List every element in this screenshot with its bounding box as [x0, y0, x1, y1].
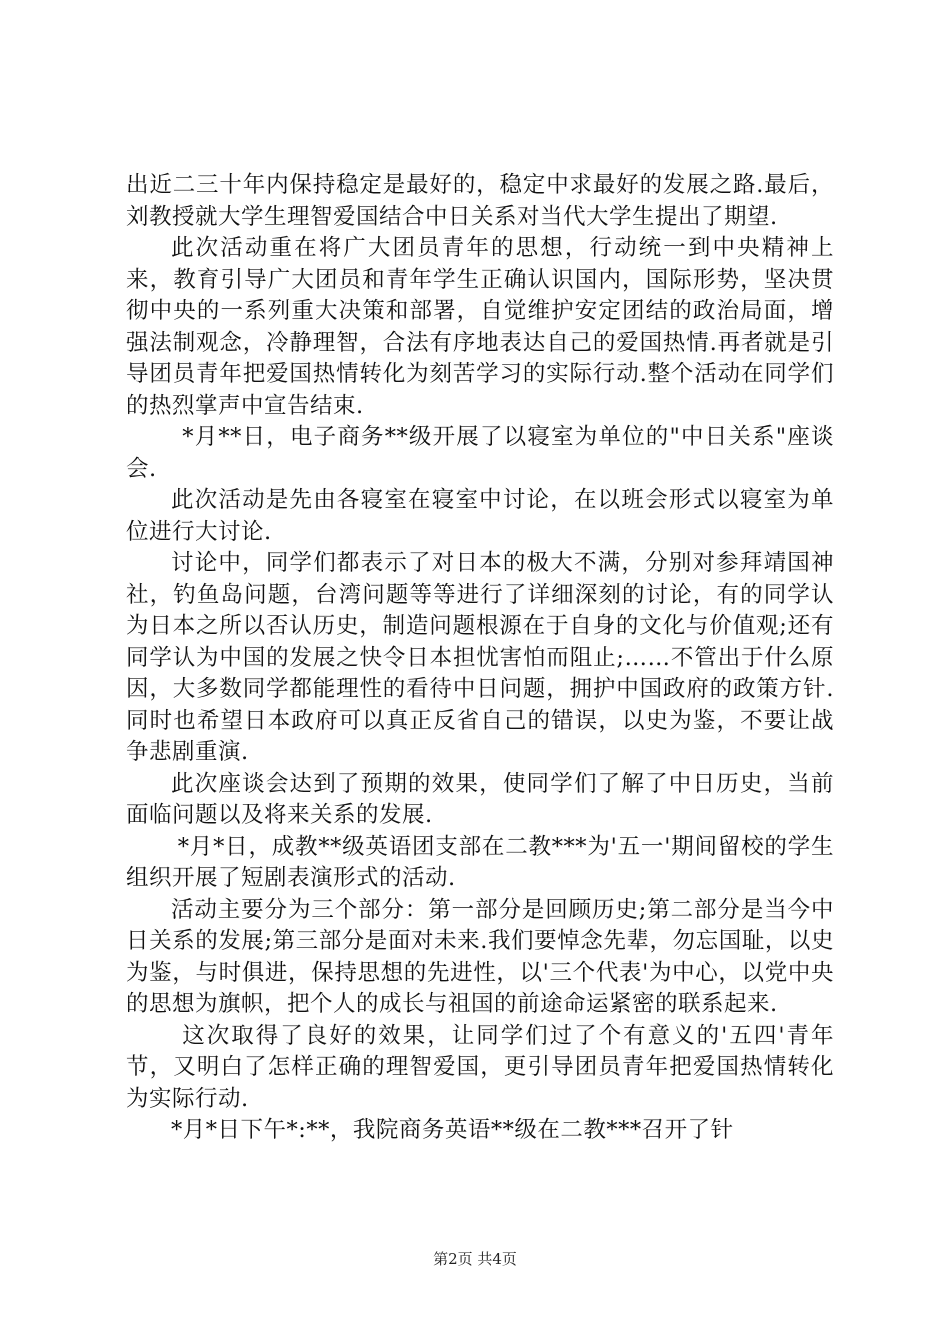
paragraph-ecommerce-forum: *月**日，电子商务**级开展了以寝室为单位的"中日关系"座谈会. — [126, 424, 834, 482]
paragraph-activity-purpose: 此次活动重在将广大团员青年的思想，行动统一到中央精神上来，教育引导广大团员和青年学生正确认识国内，国际形势，坚决贯彻中央的一系列重大决策和部署，自觉维护安定团结的政治局面，增强法制观念，冷静理智，合法有序地表达自己的爱国热情.再者就是引导团员青年把爱国热情转化为刻苦学习的实际行动.整个活动在同学们的热烈掌声中宣告结束. — [126, 235, 834, 419]
paragraph-english-league: *月*日，成教**级英语团支部在二教***为'五一'期间留校的学生组织开展了短剧表演形式的活动. — [126, 833, 834, 891]
paragraph-business-english: *月*日下午*:**，我院商务英语**级在二教***召开了针 — [171, 1117, 734, 1143]
page-number-footer: 第2页 共4页 — [433, 1250, 517, 1268]
document-body — [126, 170, 834, 1147]
paragraph-forum-effect: 此次座谈会达到了预期的效果，使同学们了解了中日历史，当前面临问题以及将来关系的发展. — [126, 770, 834, 828]
paragraph-dorm-discussion: 此次活动是先由各寝室在寝室中讨论，在以班会形式以寝室为单位进行大讨论. — [126, 487, 834, 545]
paragraph-continuation: 出近二三十年内保持稳定是最好的，稳定中求最好的发展之路.最后，刘教授就大学生理智爱国结合中日关系对当代大学生提出了期望. — [126, 172, 834, 230]
paragraph-discussion-details: 讨论中，同学们都表示了对日本的极大不满，分别对参拜靖国神社，钓鱼岛问题，台湾问题等等进行了详细深刻的讨论，有的同学认为日本之所以否认历史，制造问题根源在于自身的文化与价值观;还有同学认为中国的发展之快令日本担忧害怕而阻止;……不管出于什么原因，大多数同学都能理性的看待中日问题，拥护中国政府的政策方针.同时也希望日本政府可以真正反省自己的错误，以史为鉴，不要让战争悲剧重演. — [126, 550, 834, 765]
paragraph-activity-parts: 活动主要分为三个部分：第一部分是回顾历史;第二部分是当今中日关系的发展;第三部分是面对未来.我们要悼念先辈，勿忘国耻，以史为鉴，与时俱进，保持思想的先进性，以'三个代表'为中心，以党中央的思想为旗帜，把个人的成长与祖国的前途命运紧密的联系起来. — [126, 896, 834, 1017]
paragraph-youth-day: 这次取得了良好的效果，让同学们过了个有意义的'五四'青年节，又明白了怎样正确的理智爱国，更引导团员青年把爱国热情转化为实际行动. — [126, 1022, 834, 1112]
